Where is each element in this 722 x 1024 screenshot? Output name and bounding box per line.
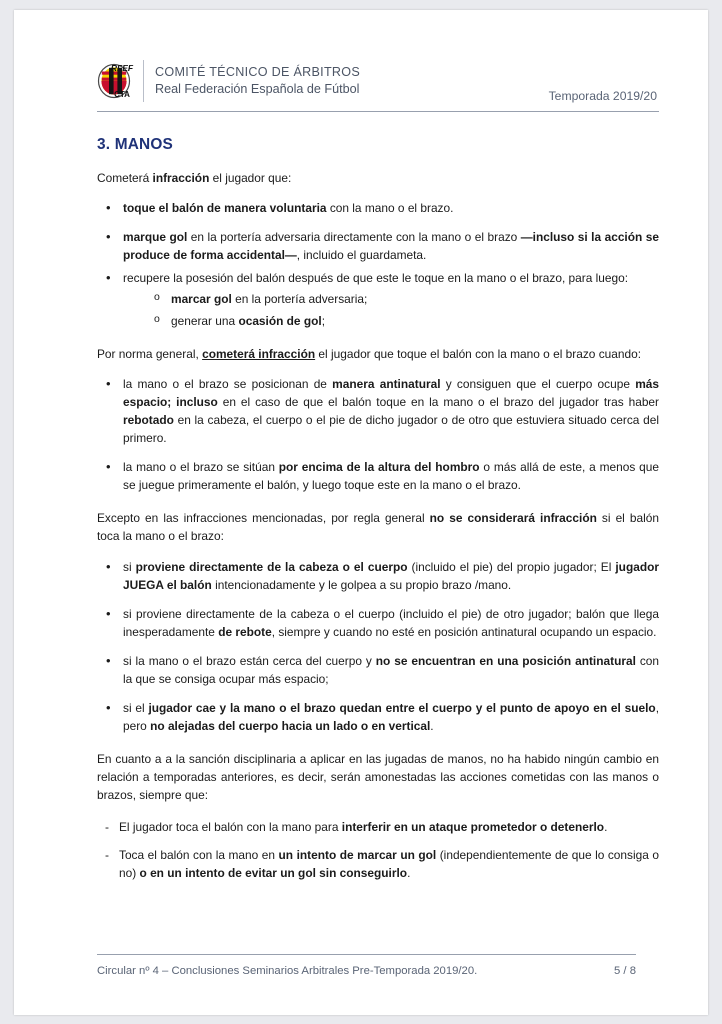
norma-text-2: el jugador que toque el balón con la mano o el brazo cuando: <box>315 346 642 361</box>
excepto-text-2: si el balón toca la mano o el brazo: <box>97 511 659 544</box>
organization-titles <box>155 64 549 97</box>
item-text-1: si la mano o el brazo están cerca del cuerpo y <box>123 653 376 668</box>
list-item <box>97 699 659 735</box>
item-bold-2: jugador JUEGA el balón <box>123 559 659 592</box>
item-bold-1: por encima de la altura del hombro <box>278 460 480 475</box>
item-text-1: si el <box>123 701 149 716</box>
page-number: 5 / 8 <box>614 965 636 977</box>
item-text-2: o más allá de este, a menos que se juegue primeramente el balón, y luego toque este en la mano o el brazo. <box>123 460 660 493</box>
organization-name-primary: COMITÉ TÉCNICO DE ÁRBITROS <box>155 65 361 80</box>
list-item <box>97 375 659 447</box>
item-text-4: en la cabeza, el cuerpo o el pie de dicho jugador o de otro que estuviera situado cerca del primero. <box>123 412 659 446</box>
item-text-2: . <box>604 819 608 834</box>
season-label: Temporada 2019/20 <box>548 89 657 103</box>
item-text-1: El jugador toca el balón con la mano para <box>119 819 342 834</box>
item-bold-1: marque gol <box>123 230 188 245</box>
section-title: 3. MANOS <box>97 136 173 153</box>
item-text-1: si <box>123 559 136 574</box>
item-bold-1: un intento de marcar un gol <box>278 847 437 862</box>
subitem-text-2: ; <box>321 313 325 328</box>
item-text-1: la mano o el brazo se posicionan de <box>123 376 333 391</box>
intro-paragraph <box>97 169 659 187</box>
sublist-item <box>123 312 659 330</box>
svg-text:RFEF: RFEF <box>110 63 134 73</box>
item-text-1: en la portería adversaria directamente con la mano o el brazo <box>187 230 521 245</box>
item-text-2: con la que se consiga ocupar más espacio; <box>123 653 659 686</box>
list-item <box>97 846 659 882</box>
item-bold-2: o en un intento de evitar un gol sin conseguirlo <box>139 865 408 880</box>
list-item <box>97 458 659 494</box>
document-footer <box>97 965 636 977</box>
list-item <box>97 269 659 329</box>
rfef-cta-crest-icon <box>97 60 135 102</box>
list-excepciones <box>97 558 659 736</box>
item-bold-1: toque el balón de manera voluntaria <box>123 201 327 216</box>
subitem-text-1: en la portería adversaria; <box>231 292 368 307</box>
item-text-2: , pero <box>123 701 659 734</box>
item-text-1: con la mano o el brazo. <box>326 201 454 216</box>
paragraph-excepto <box>97 509 659 545</box>
list-item <box>97 818 659 836</box>
item-text-3: . <box>407 865 411 880</box>
list-item <box>97 605 659 641</box>
item-bold-1: no se encuentran en una posición antinatural <box>375 653 636 668</box>
document-header <box>97 58 659 104</box>
item-text-3: . <box>430 719 434 734</box>
item-text-2: (incluido el pie) del propio jugador; El <box>407 559 616 574</box>
item-bold-3: rebotado <box>123 412 174 427</box>
list-cuando <box>97 375 659 495</box>
svg-text:CTA: CTA <box>114 90 130 99</box>
item-bold-2: más espacio; incluso <box>123 376 659 409</box>
paragraph-sancion: En cuanto a a la sanción disciplinaria a aplicar en las jugadas de manos, no ha habido ningún cambio en relación a temporadas anteriores, es decir, serán amonestadas las acciones cometidas con las manos o brazos, siempre que: <box>97 752 659 803</box>
item-bold-2: no alejadas del cuerpo hacia un lado o en vertical <box>150 719 431 734</box>
list-amonestacion <box>97 818 659 882</box>
list-infraccion <box>97 199 659 330</box>
item-bold-2: —incluso si la acción se produce de forma accidental— <box>123 230 659 263</box>
sublist-luego <box>123 290 659 329</box>
header-rule <box>97 111 659 112</box>
norma-text-1: Por norma general, <box>97 346 203 361</box>
item-bold-1: interferir en un ataque prometedor o detenerlo <box>341 819 605 834</box>
intro-bold-1: infracción <box>152 171 210 185</box>
document-page <box>14 10 708 1015</box>
organization-name-secondary: Real Federación Española de Fútbol <box>155 82 360 96</box>
item-bold-1: jugador cae y la mano o el brazo quedan entre el cuerpo y el punto de apoyo en el suelo <box>148 701 656 716</box>
intro-text-1: Cometerá <box>97 171 153 185</box>
item-text-1: si proviene directamente de la cabeza o el cuerpo (incluido el pie) de otro jugador; balón que llega inesperadamente <box>123 606 659 639</box>
subitem-text-1: generar una <box>171 313 239 328</box>
excepto-bold-1: no se considerará infracción <box>429 511 597 526</box>
item-text-2: y consiguen que el cuerpo ocupe <box>440 376 636 391</box>
item-text-3: en el caso de que el balón toque en la mano o el brazo del jugador tras haber <box>217 394 660 409</box>
item-text-1: recupere la posesión del balón después de que este le toque en la mano o el brazo, para luego: <box>123 271 629 286</box>
footer-rule <box>97 954 636 955</box>
item-text-2: , siempre y cuando no esté en posición antinatural ocupando un espacio. <box>271 624 657 639</box>
item-text-2: (independientemente de que lo consiga o no) <box>119 847 659 880</box>
paragraph-norma-general <box>97 345 659 363</box>
page-content <box>97 58 659 882</box>
subitem-bold-1: ocasión de gol <box>238 313 322 328</box>
footer-document-reference: Circular nº 4 – Conclusiones Seminarios Arbitrales Pre-Temporada 2019/20. <box>97 965 478 977</box>
list-item <box>97 199 659 217</box>
subitem-bold-1: marcar gol <box>171 292 232 307</box>
sublist-item <box>123 290 659 308</box>
list-item <box>97 228 659 264</box>
item-text-1: Toca el balón con la mano en <box>119 847 279 862</box>
norma-underlined-bold: cometerá infracción <box>202 346 316 361</box>
intro-text-2: el jugador que: <box>209 171 292 185</box>
header-divider <box>143 60 144 102</box>
list-item <box>97 652 659 688</box>
excepto-text-1: Excepto en las infracciones mencionadas, por regla general <box>97 511 430 526</box>
item-bold-1: manera antinatural <box>332 376 441 391</box>
item-text-3: intencionadamente y le golpea a su propio brazo /mano. <box>211 577 512 592</box>
item-bold-1: proviene directamente de la cabeza o el cuerpo <box>135 559 408 574</box>
list-item <box>97 558 659 594</box>
item-bold-1: de rebote <box>218 624 272 639</box>
item-text-1: la mano o el brazo se sitúan <box>123 460 279 475</box>
item-text-2: , incluido el guardameta. <box>296 248 427 263</box>
